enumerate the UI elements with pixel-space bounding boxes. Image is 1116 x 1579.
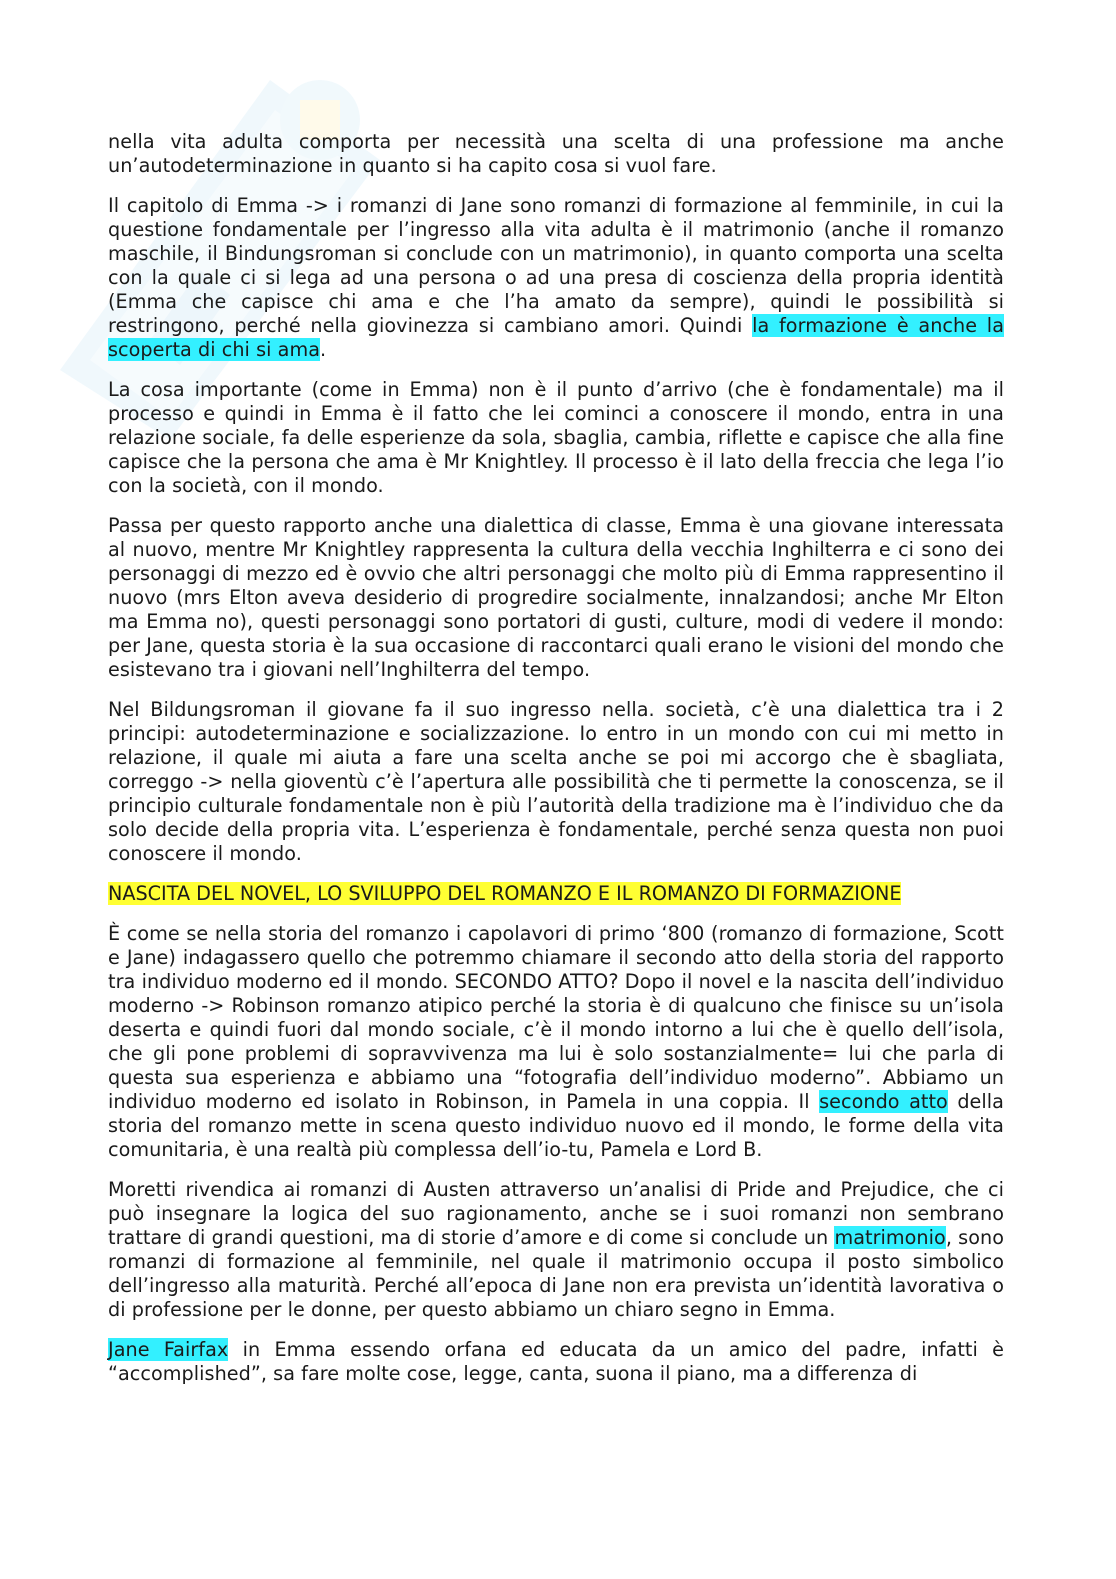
section-heading-text: NASCITA DEL NOVEL, LO SVILUPPO DEL ROMANZO E IL ROMANZO DI FORMAZIONE: [108, 882, 902, 905]
paragraph: [108, 922, 1004, 1162]
paragraph-text: nella vita adulta comporta per necessità una scelta di una professione ma anche un’autodeterminazione in quanto si ha capito cosa si vuol fare.: [108, 130, 1004, 177]
paragraphs-before-heading: [108, 130, 1004, 866]
paragraph-text: Moretti rivendica ai romanzi di Austen attraverso un’analisi di Pride and Prejudice, che ci può insegnare la logica del suo ragionamento, anche se i suoi romanzi non sembrano trattare di grandi questioni, ma di storie d’amore e di come si conclude un: [108, 1178, 1004, 1249]
paragraph: [108, 514, 1004, 682]
paragraph: [108, 194, 1004, 362]
paragraph: [108, 378, 1004, 498]
paragraph-text: , sono romanzi di formazione al femminile, nel quale il matrimonio occupa il posto simbolico dell’ingresso alla maturità. Perché all’epoca di Jane non era prevista un’identità lavorativa o di professione per le donne, per questo abbiamo un chiaro segno in Emma.: [108, 1226, 1004, 1321]
paragraph-text: in Emma essendo orfana ed educata da un amico del padre, infatti è “accomplished”, sa fare molte cose, legge, canta, suona il piano, ma a differenza di: [108, 1338, 1005, 1385]
highlighted-text: Jane Fairfax: [108, 1338, 229, 1361]
paragraph-text: Passa per questo rapporto anche una dialettica di classe, Emma è una giovane interessata al nuovo, mentre Mr Knightley rappresenta la cultura della vecchia Inghilterra e ci sono dei personaggi di mezzo ed è ovvio che altri personaggi che molto più di Emma rappresentino il nuovo (mrs Elton aveva desiderio di progredire socialmente, innalzandosi; anche Mr Elton ma Emma no), questi personaggi sono portatori di gusti, culture, modi di vedere il mondo: per Jane, questa storia è la sua occasione di raccontarci quali erano le visioni del mondo che esistevano tra i giovani nell’Inghilterra del tempo.: [108, 514, 1004, 681]
paragraph-text: .: [320, 338, 327, 361]
paragraph: [108, 698, 1004, 866]
paragraph-text: Il capitolo di Emma -> i romanzi di Jane sono romanzi di formazione al femminile, in cui la questione fondamentale per l’ingresso alla vita adulta è il matrimonio (anche il romanzo maschile, il Bindungsroman si conclude con un matrimonio), in quanto comporta una scelta con la quale ci si lega ad una persona o ad una presa di coscienza della propria identità (Emma che capisce chi ama e che l’ha amato da sempre), quindi le possibilità si restringono, perché nella giovinezza si cambiano amori. Quindi: [108, 194, 1004, 337]
paragraphs-after-heading: [108, 922, 1004, 1386]
document-body: [108, 130, 1004, 1402]
paragraph-text: È come se nella storia del romanzo i capolavori di primo ‘800 (romanzo di formazione, Scott e Jane) indagassero quello che potremmo chiamare il secondo atto della storia del rapporto tra individuo moderno ed il mondo. SECONDO ATTO? Dopo il novel e la nascita dell’individuo moderno -> Robinson romanzo atipico perché la storia è di qualcuno che finisce su un’isola deserta e quindi fuori dal mondo sociale, c’è il mondo intorno a lui che è quello dell’isola, che gli pone problemi di sopravvivenza ma lui è solo sostanzialmente= lui che parla di questa sua esperienza e abbiamo una “fotografia dell’individuo moderno”. Abbiamo un individuo moderno ed isolato in Robinson, in Pamela in una coppia. Il: [108, 922, 1004, 1113]
paragraph-text: Nel Bildungsroman il giovane fa il suo ingresso nella. società, c’è una dialettica tra i 2 principi: autodeterminazione e socializzazione. Io entro in un mondo con cui mi metto in relazione, il quale mi aiuta a fare una scelta anche se poi mi accorgo che è sbagliata, correggo -> nella gioventù c’è l’apertura alle possibilità che ti permette la conoscenza, se il principio culturale fondamentale non è più l’autorità della tradizione ma è l’individuo che da solo decide della propria vita. L’esperienza è fondamentale, perché senza questa non puoi conoscere il mondo.: [108, 698, 1004, 865]
section-heading: [108, 882, 1004, 906]
highlighted-text: la formazione è anche la scoperta di chi si ama: [108, 314, 1004, 361]
paragraph: [108, 1338, 1004, 1386]
paragraph-text: della storia del romanzo mette in scena questo individuo nuovo ed il mondo, le forme della vita comunitaria, è una realtà più complessa dell’io-tu, Pamela e Lord B.: [108, 1090, 1004, 1161]
paragraph-text: La cosa importante (come in Emma) non è il punto d’arrivo (che è fondamentale) ma il processo e quindi in Emma è il fatto che lei cominci a conoscere il mondo, entra in una relazione sociale, fa delle esperienze da sola, sbaglia, cambia, riflette e capisce che alla fine capisce che la persona che ama è Mr Knightley. Il processo è il lato della freccia che lega l’io con la società, con il mondo.: [108, 378, 1004, 497]
highlighted-text: matrimonio: [834, 1226, 946, 1249]
paragraph: [108, 1178, 1004, 1322]
highlighted-text: secondo atto: [819, 1090, 948, 1113]
paragraph: [108, 130, 1004, 178]
